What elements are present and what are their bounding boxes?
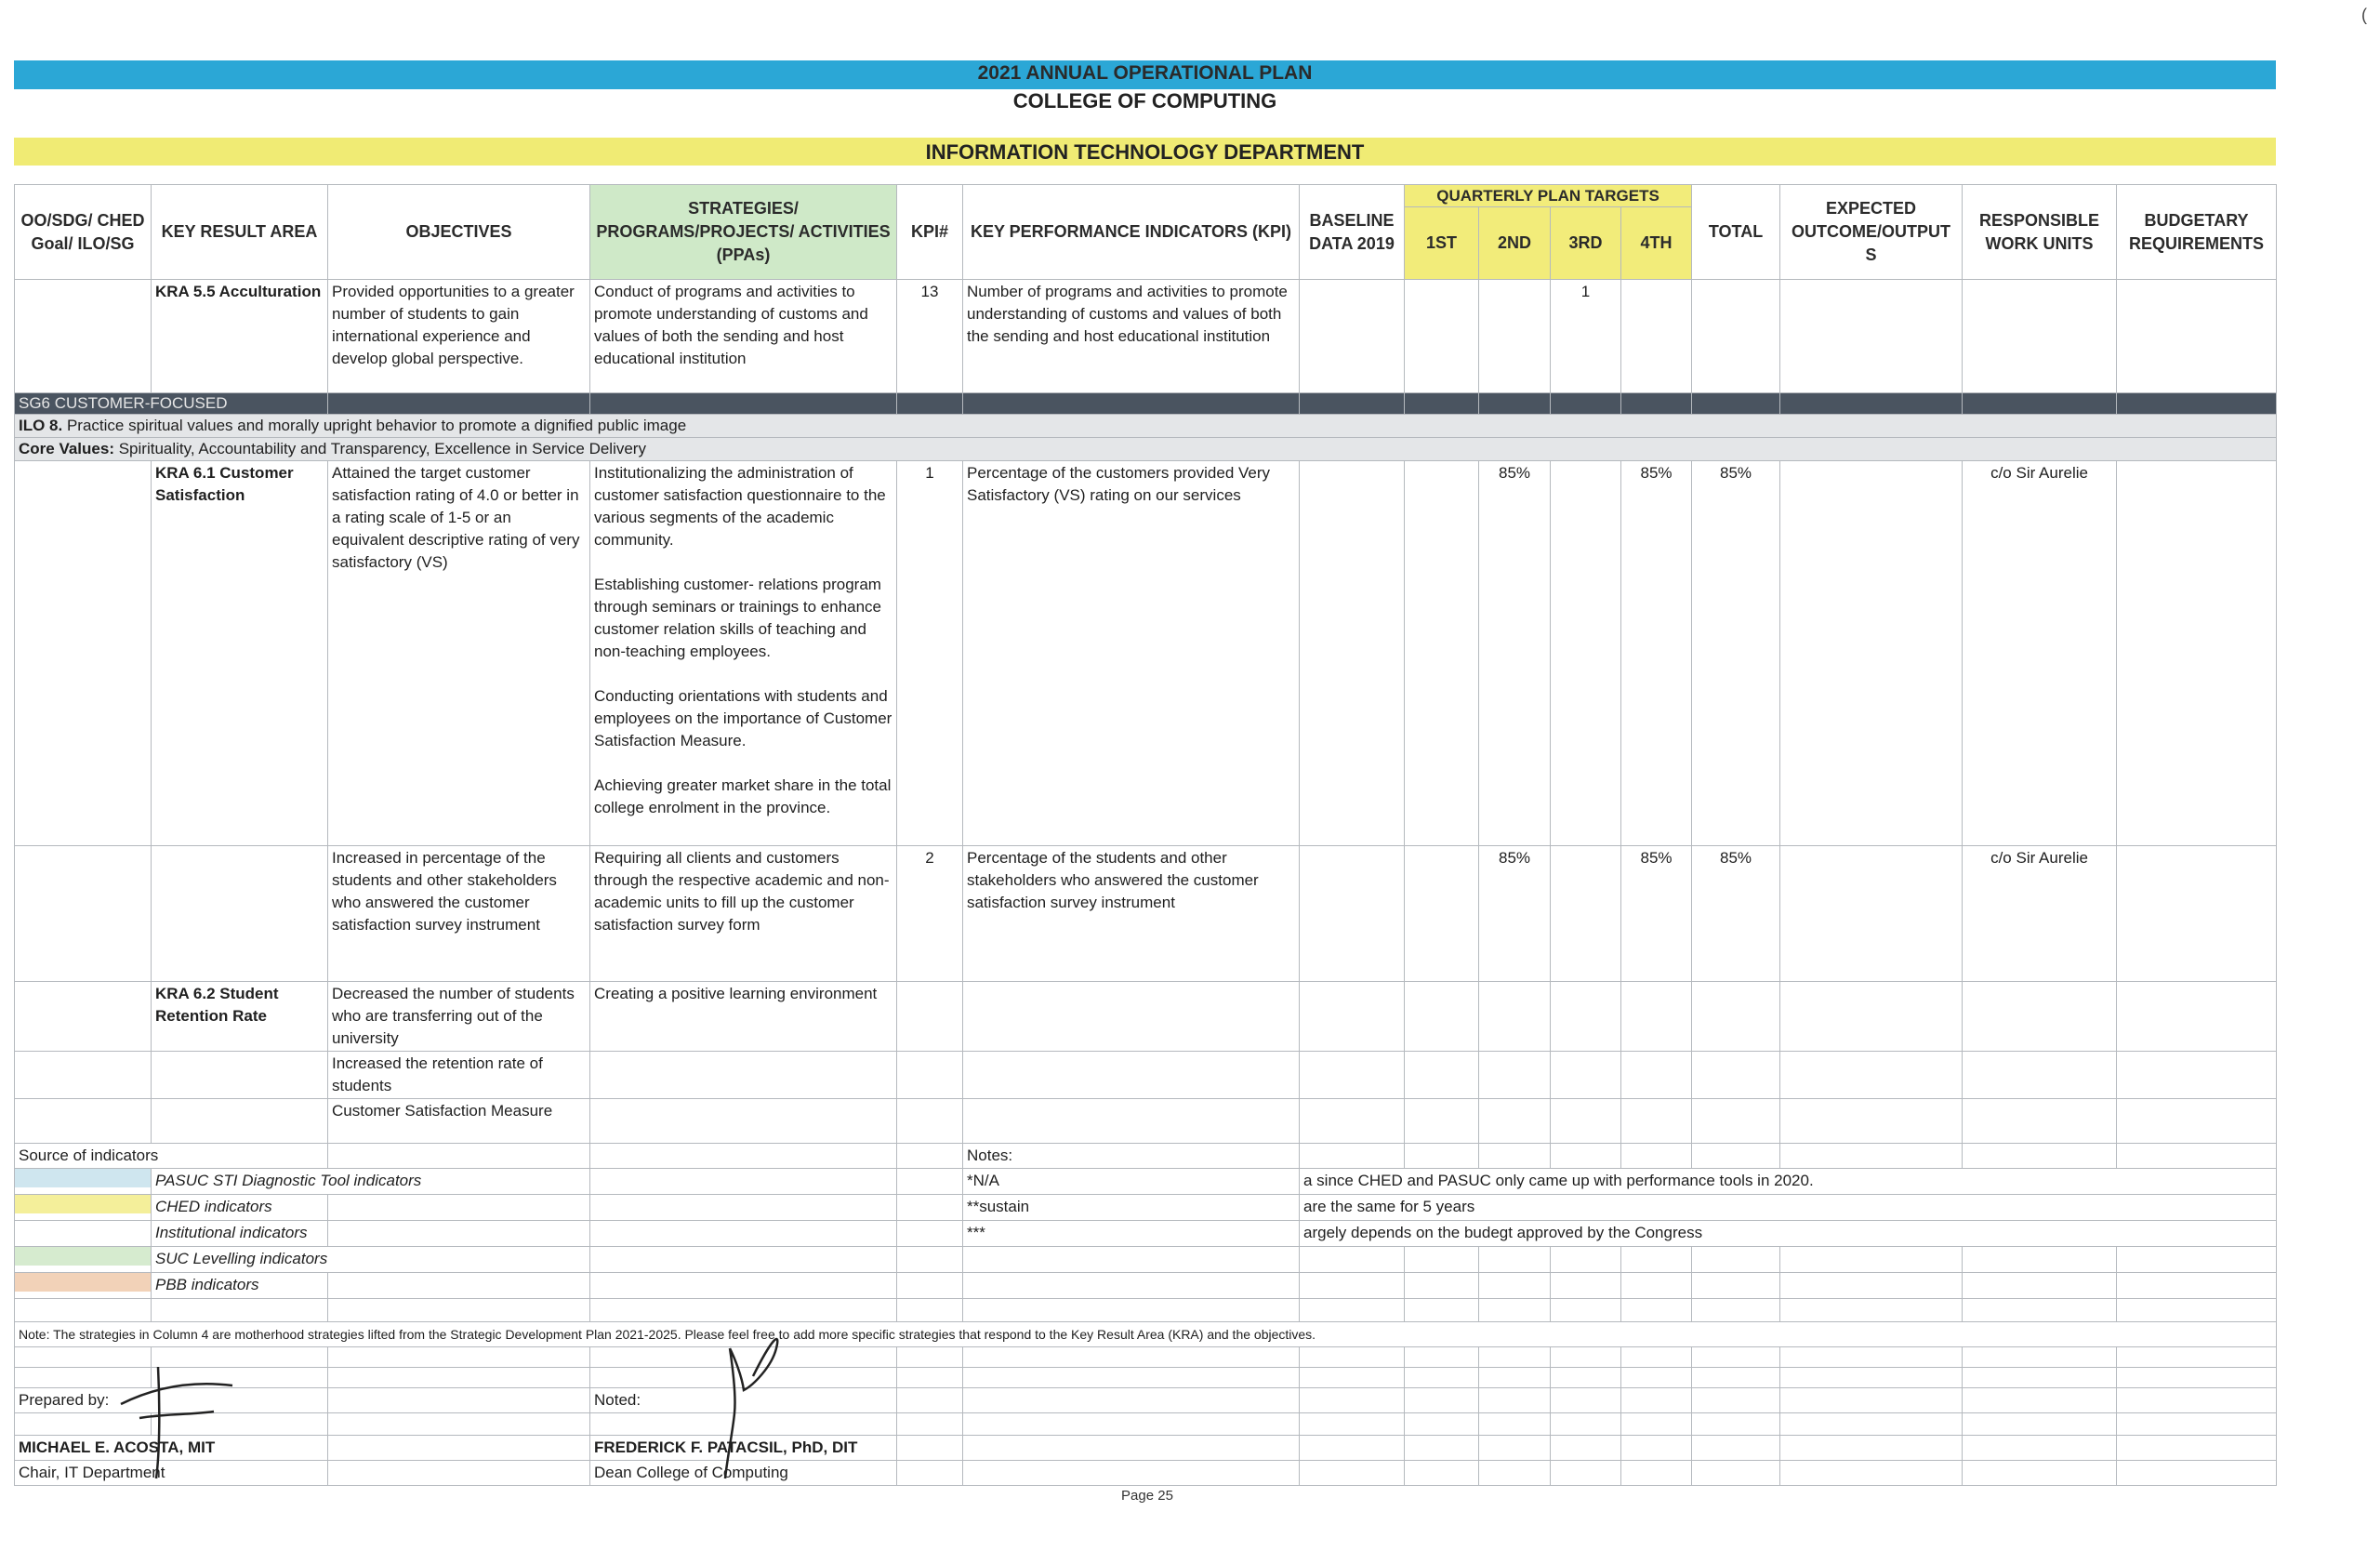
total-cell: 85% (1692, 846, 1780, 982)
noted-by-name: FREDERICK F. PATACSIL, PhD, DIT (590, 1436, 897, 1461)
legend-row (15, 1221, 2277, 1247)
total-cell: 85% (1692, 461, 1780, 846)
objective-cell: Decreased the number of students who are transferring out of the university (328, 982, 590, 1052)
legend-swatch-white (15, 1221, 151, 1239)
table-row (15, 461, 2277, 846)
legend-swatch-yellow (15, 1195, 151, 1213)
noted-by-title: Dean College of Computing (590, 1461, 897, 1486)
notes-title: Notes: (963, 1144, 1300, 1169)
noted-by-signature (688, 1320, 800, 1488)
core-values-text: Spirituality, Accountability and Transparency, Excellence in Service Delivery (114, 440, 646, 457)
col-header-kra: KEY RESULT AREA (152, 185, 328, 280)
strategic-goal-row (15, 393, 2277, 415)
col-header-q2: 2ND (1479, 207, 1551, 280)
ilo-text: Practice spiritual values and morally upright behavior to promote a dignified public image (62, 417, 687, 434)
col-header-kpi: KEY PERFORMANCE INDICATORS (KPI) (963, 185, 1300, 280)
note-mark: *N/A (963, 1169, 1300, 1195)
strategy-item: Institutionalizing the administration of customer satisfaction questionnaire to the various segments of the academic community. (594, 464, 886, 549)
col-header-budget: BUDGETARY REQUIREMENTS (2117, 185, 2277, 280)
legend-row (15, 1144, 2277, 1169)
signature-label-row (15, 1388, 2277, 1413)
core-values-row (15, 438, 2277, 461)
col-header-total: TOTAL (1692, 185, 1780, 280)
core-values-label: Core Values: (19, 440, 114, 457)
legend-label: PASUC STI Diagnostic Tool indicators (152, 1169, 590, 1195)
q2-target-cell: 85% (1479, 846, 1551, 982)
legend-label: PBB indicators (152, 1273, 328, 1299)
q4-target-cell: 85% (1621, 846, 1692, 982)
page-number: Page 25 (1121, 1488, 1173, 1504)
table-row (15, 1099, 2277, 1144)
operational-plan-table (14, 184, 2277, 1486)
legend-row (15, 1169, 2277, 1195)
objective-cell: Increased in percentage of the students and other stakeholders who answered the customer satisfaction survey instrument (328, 846, 590, 982)
note-text: argely depends on the budegt approved by the Congress (1300, 1221, 2277, 1247)
legend-swatch-orange (15, 1273, 151, 1292)
noted-label: Noted: (590, 1388, 897, 1413)
legend-label: CHED indicators (152, 1195, 328, 1221)
kra-cell: KRA 5.5 Acculturation (152, 280, 328, 393)
col-header-baseline: BASELINE DATA 2019 (1300, 185, 1405, 280)
ilo-row (15, 415, 2277, 438)
strategy-item: Establishing customer- relations program through seminars or trainings to enhance customer relation skills of teaching and non-teaching employees. (594, 576, 882, 660)
college-title: COLLEGE OF COMPUTING (1012, 89, 1277, 113)
kra-cell: KRA 6.1 Customer Satisfaction (152, 461, 328, 846)
department-title: INFORMATION TECHNOLOGY DEPARTMENT (925, 140, 1365, 164)
legend-label: Institutional indicators (152, 1221, 328, 1247)
table-row (15, 280, 2277, 393)
strategy-cell: Creating a positive learning environment (590, 982, 897, 1052)
objective-cell: Customer Satisfaction Measure (328, 1099, 590, 1144)
col-header-objectives: OBJECTIVES (328, 185, 590, 280)
prepared-by-name: MICHAEL E. ACOSTA, MIT (15, 1436, 328, 1461)
prepared-by-title: Chair, IT Department (15, 1461, 328, 1486)
table-row (15, 1052, 2277, 1099)
legend-title: Source of indicators (15, 1144, 328, 1169)
legend-swatch-green (15, 1247, 151, 1266)
strategy-cell: Conduct of programs and activities to promote understanding of customs and values of both the sending and host educational institution (590, 280, 897, 393)
footer-note-row (15, 1322, 2277, 1347)
legend-row (15, 1273, 2277, 1299)
prepared-by-label: Prepared by: (15, 1388, 328, 1413)
col-header-goal: OO/SDG/ CHED Goal/ ILO/SG (15, 185, 152, 280)
objective-cell: Provided opportunities to a greater number of students to gain international experience and develop global perspective. (328, 280, 590, 393)
strategy-item: Achieving greater market share in the total college enrolment in the province. (594, 776, 892, 816)
footer-note: Note: The strategies in Column 4 are motherhood strategies lifted from the Strategic Development Plan 2021-2025. Please feel free to add more specific strategies that respond to the Key Result Area (KRA) and the objectives. (15, 1322, 2277, 1347)
plan-title: 2021 ANNUAL OPERATIONAL PLAN (977, 62, 1313, 84)
strategic-goal-label: SG6 CUSTOMER-FOCUSED (15, 393, 328, 415)
note-text: are the same for 5 years (1300, 1195, 2277, 1221)
kpi-number-cell: 13 (897, 280, 963, 393)
q4-target-cell: 85% (1621, 461, 1692, 846)
q3-target-cell: 1 (1551, 280, 1621, 393)
col-header-responsible: RESPONSIBLE WORK UNITS (1963, 185, 2117, 280)
signature-name-row (15, 1436, 2277, 1461)
note-mark: **sustain (963, 1195, 1300, 1221)
note-text: a since CHED and PASUC only came up with performance tools in 2020. (1300, 1169, 2277, 1195)
legend-row (15, 1247, 2277, 1273)
strategy-item: Conducting orientations with students and employees on the importance of Customer Satisfaction Measure. (594, 687, 892, 749)
legend-swatch-blue (15, 1169, 151, 1187)
kpi-cell: Number of programs and activities to promote understanding of customs and values of both the sending and host educational institution (963, 280, 1300, 393)
legend-row (15, 1195, 2277, 1221)
objective-cell: Attained the target customer satisfaction rating of 4.0 or better in a rating scale of 1-5 or an equivalent descriptive rating of very satisfactory (VS) (328, 461, 590, 846)
col-header-quarterly: QUARTERLY PLAN TARGETS (1405, 185, 1692, 207)
prepared-by-signature (102, 1348, 242, 1488)
table-row (15, 846, 2277, 982)
col-header-q3: 3RD (1551, 207, 1621, 280)
kpi-cell: Percentage of the students and other stakeholders who answered the customer satisfaction survey instrument (963, 846, 1300, 982)
table-row (15, 982, 2277, 1052)
q2-target-cell: 85% (1479, 461, 1551, 846)
strategy-cell: Requiring all clients and customers through the respective academic and non-academic units to fill up the customer satisfaction survey form (590, 846, 897, 982)
col-header-strategies: STRATEGIES/ PROGRAMS/PROJECTS/ ACTIVITIES (PPAs) (590, 185, 897, 280)
note-mark: *** (963, 1221, 1300, 1247)
ilo-label: ILO 8. (19, 417, 63, 434)
responsible-cell: c/o Sir Aurelie (1963, 846, 2117, 982)
kpi-number-cell: 1 (897, 461, 963, 846)
objective-cell: Increased the retention rate of students (328, 1052, 590, 1099)
kra-cell: KRA 6.2 Student Retention Rate (152, 982, 328, 1052)
legend-label: SUC Levelling indicators (152, 1247, 590, 1273)
col-header-kpi-no: KPI# (897, 185, 963, 280)
col-header-expected: EXPECTED OUTCOME/OUTPUT S (1780, 185, 1963, 280)
responsible-cell: c/o Sir Aurelie (1963, 461, 2117, 846)
strategy-cell (590, 461, 897, 846)
col-header-q1: 1ST (1405, 207, 1479, 280)
col-header-q4: 4TH (1621, 207, 1692, 280)
signature-title-row (15, 1461, 2277, 1486)
kpi-number-cell: 2 (897, 846, 963, 982)
kpi-cell: Percentage of the customers provided Very Satisfactory (VS) rating on our services (963, 461, 1300, 846)
edge-mark: ( (2361, 6, 2367, 24)
